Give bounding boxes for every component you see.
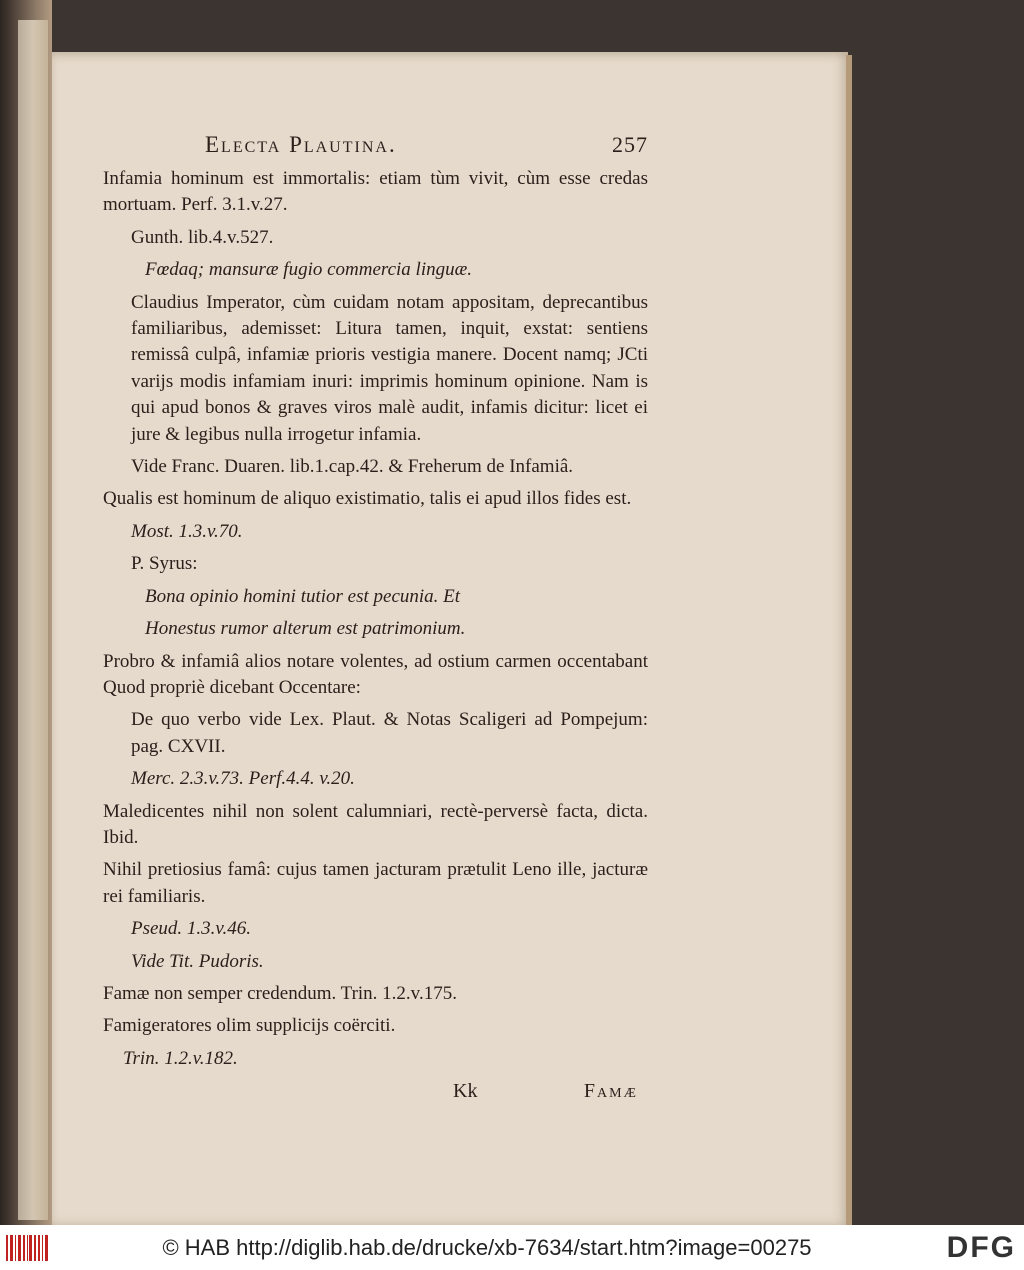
entry-probro: Probro & infamiâ alios notare volentes, ad ostium carmen occentabant Quod propriè dicebant Occentare:: [103, 650, 648, 698]
page-edge: [846, 55, 852, 1225]
commentary: Claudius Imperator, cùm cuidam notam appositam, deprecantibus familiaribus, ademisset: Litura tamen, inquit, exstat: sentiens remissâ culpâ, infamiæ prioris vestigia manere. Docent namq; JCti varijs modis infamiam inuri: imprimis hominum opinione. Nam is qui apud bonos & graves viros malè audit, infamis dicitur: licet ei jure & legibus nulla irrogetur infamia.: [131, 291, 648, 445]
entry-nihil: Nihil pretiosius famâ: cujus tamen jacturam prætulit Leno ille, jacturæ rei familiaris.: [103, 859, 648, 907]
entry-famigeratores: Famigeratores olim supplicijs coërciti.: [103, 1015, 396, 1037]
quotation: Fœdaq; mansuræ fugio commercia linguæ.: [145, 259, 473, 281]
citation: Pseud. 1.3.v.46.: [131, 918, 251, 940]
citation: Vide Tit. Pudoris.: [131, 950, 264, 972]
footer-credit: © HAB http://diglib.hab.de/drucke/xb-7634/start.htm?image=00275: [162, 1234, 812, 1260]
catchword: Famæ: [583, 1080, 638, 1103]
running-head: Electa Plautina.: [205, 132, 397, 157]
citation: P. Syrus:: [131, 553, 198, 575]
footer-bar: [0, 1225, 1024, 1270]
citation: Most. 1.3.v.70.: [131, 520, 243, 542]
page-number: 257: [612, 132, 648, 157]
entry-qualis: Qualis est hominum de aliquo existimatio, talis ei apud illos fides est.: [103, 488, 632, 510]
quotation: Honestus rumor alterum est patrimonium.: [145, 618, 466, 640]
running-header: [103, 132, 648, 166]
entry-infamia: Infamia hominum est immortalis: etiam tùm vivit, cùm esse credas mortuam. Perf. 3.1.v.27.: [103, 168, 648, 216]
dfg-logo: DFG: [946, 1230, 1016, 1264]
citation: Trin. 1.2.v.182.: [123, 1047, 238, 1069]
citation: Merc. 2.3.v.73. Perf.4.4. v.20.: [131, 768, 355, 790]
book-binding: [0, 0, 52, 1225]
page-bottom-line: [103, 1078, 648, 1104]
citation: Gunth. lib.4.v.527.: [131, 226, 274, 248]
entry-maledicentes: Maledicentes nihil non solent calumniari, rectè-perversè facta, dicta. Ibid.: [103, 800, 648, 848]
signature-mark: Kk: [453, 1080, 478, 1103]
citation: Vide Franc. Duaren. lib.1.cap.42. & Freherum de Infamiâ.: [131, 456, 574, 478]
page-text: [103, 132, 648, 1105]
commentary: De quo verbo vide Lex. Plaut. & Notas Scaligeri ad Pompejum: pag. CXVII.: [131, 709, 648, 757]
binding-strip: [18, 20, 48, 1220]
barcode-icon: [6, 1233, 48, 1263]
quotation: Bona opinio homini tutior est pecunia. Et: [145, 585, 461, 607]
entry-famae: Famæ non semper credendum. Trin. 1.2.v.175.: [103, 982, 457, 1004]
